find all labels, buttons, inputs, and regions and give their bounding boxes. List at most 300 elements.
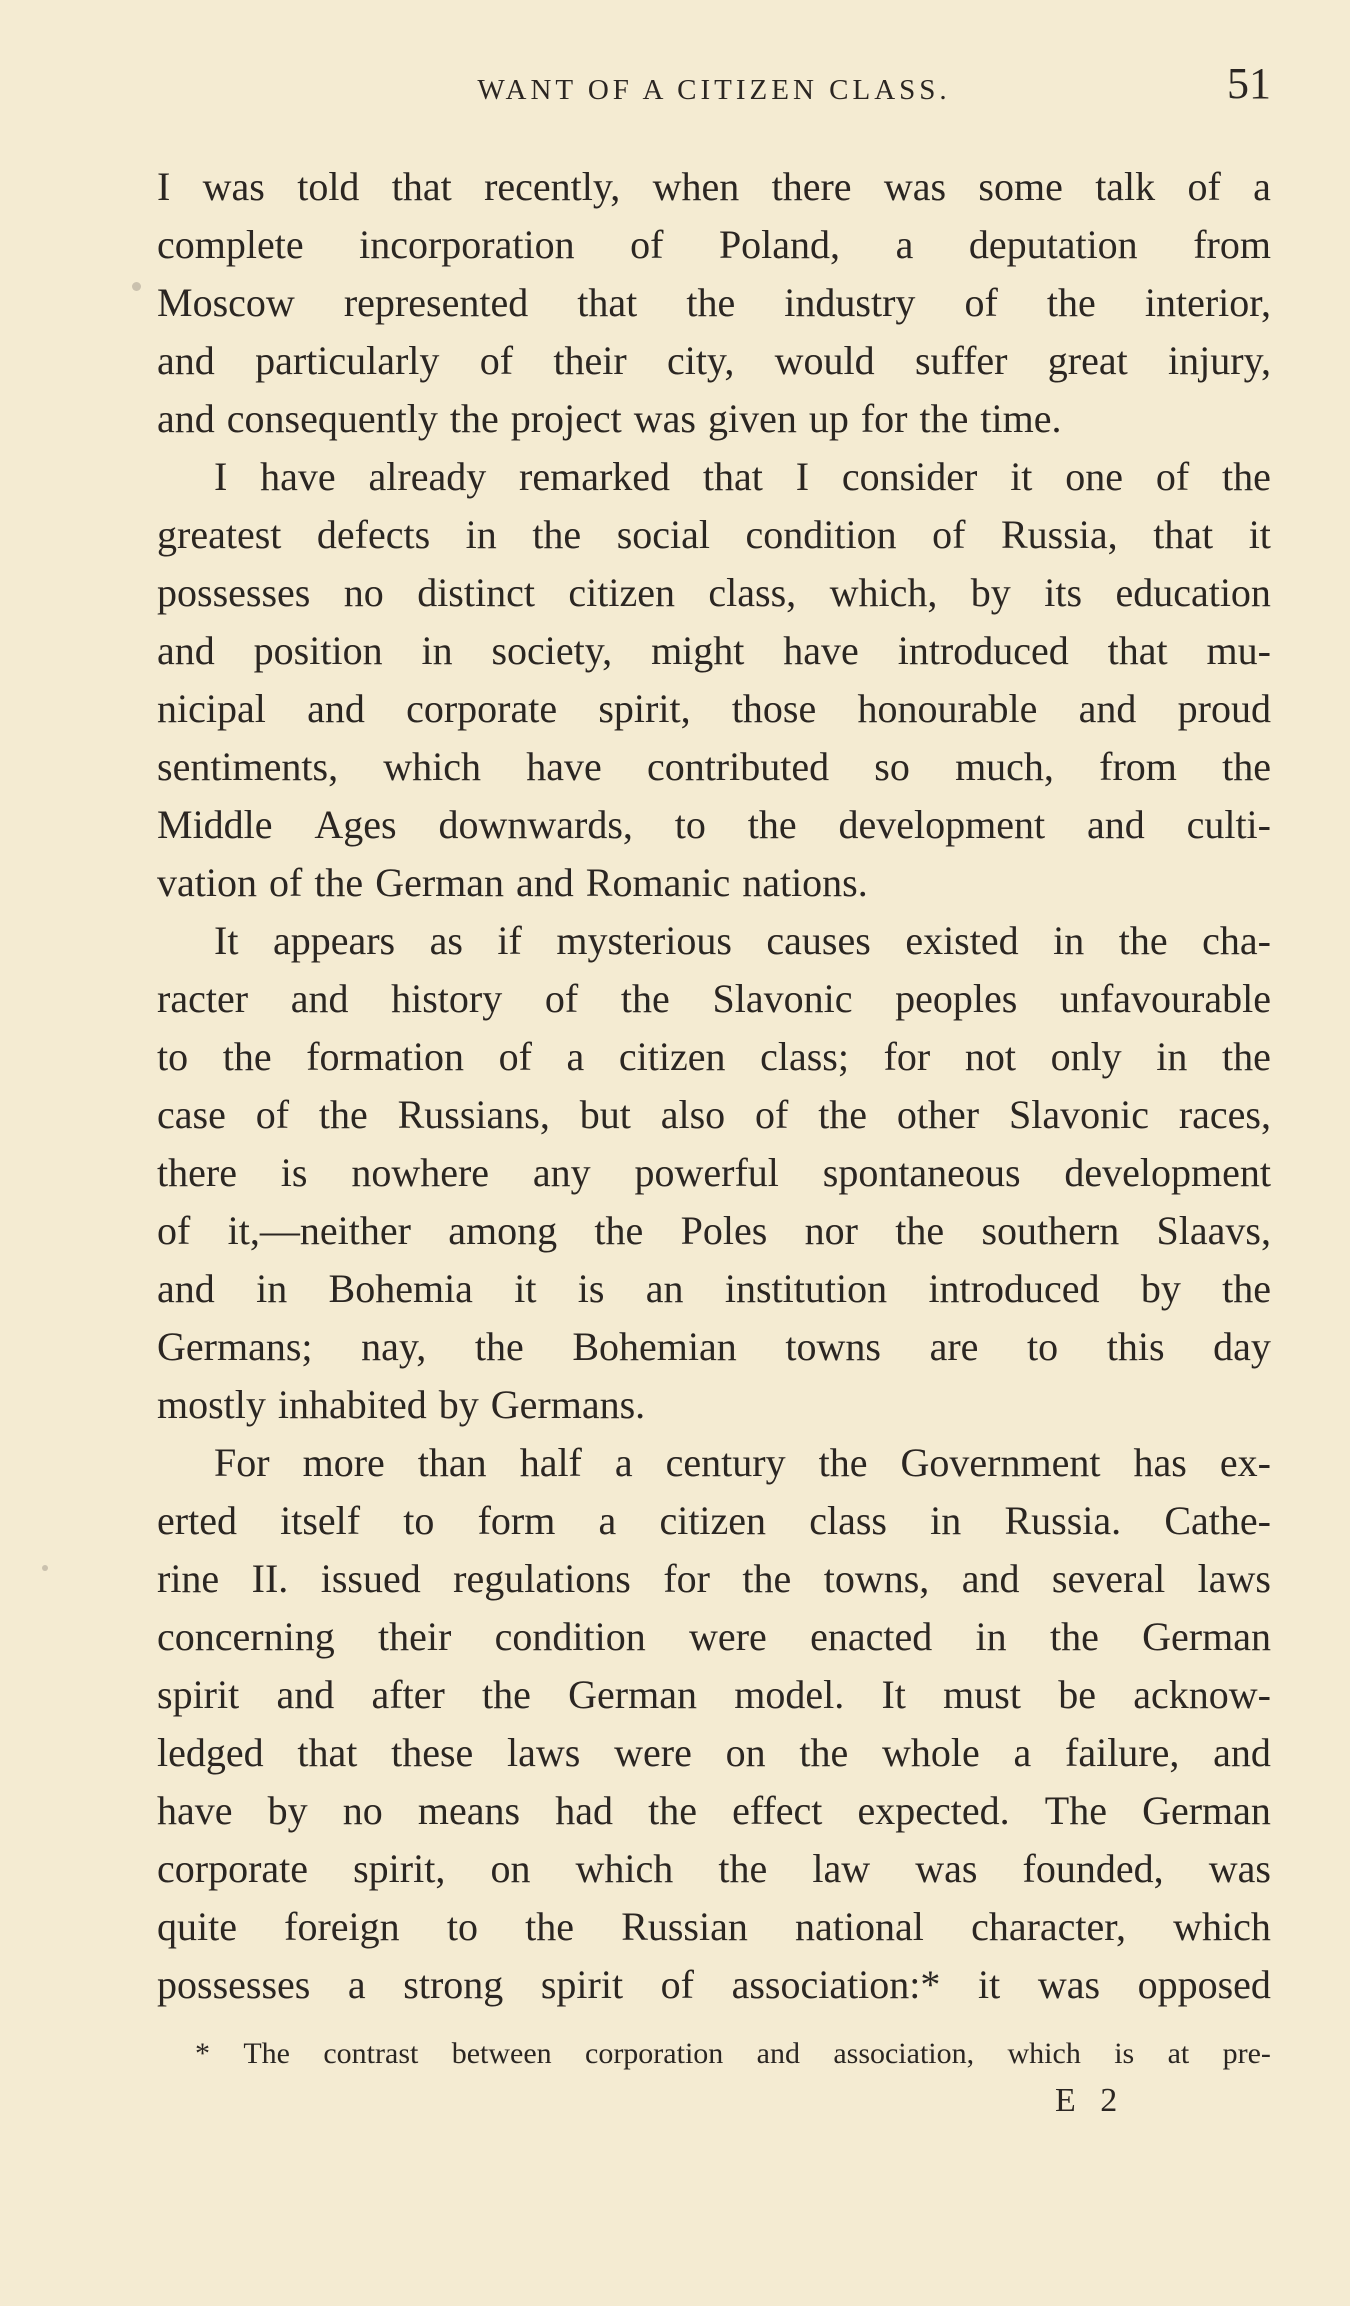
word: introduced — [928, 1266, 1100, 1311]
word: of — [660, 1962, 694, 2007]
word: to — [1027, 1324, 1059, 1369]
word: no — [342, 1788, 383, 1833]
word: nicipal — [157, 686, 266, 731]
word: was — [633, 396, 696, 441]
text-line — [157, 1492, 1271, 1550]
word: from — [1193, 222, 1271, 267]
word: Russians, — [397, 1092, 550, 1137]
word: the — [1222, 1034, 1271, 1079]
word: the — [747, 802, 797, 847]
word: were — [689, 1614, 767, 1659]
word: nor — [804, 1208, 858, 1253]
word: the — [1049, 1614, 1099, 1659]
text-line — [157, 1666, 1271, 1724]
word: this — [1106, 1324, 1165, 1369]
text-line — [157, 158, 1271, 216]
word: than — [417, 1440, 487, 1485]
word: means — [417, 1788, 521, 1833]
word: those — [731, 686, 817, 731]
word: Ages — [314, 802, 397, 847]
word: is — [280, 1150, 308, 1195]
footnote — [195, 2037, 1271, 2071]
word: one — [1065, 454, 1124, 499]
word: citizen — [568, 570, 675, 615]
word: association:* — [731, 1962, 941, 2007]
word: which — [383, 744, 482, 789]
word: opposed — [1137, 1962, 1271, 2007]
word: century — [665, 1440, 786, 1485]
word: Poles — [680, 1208, 768, 1253]
word: sentiments, — [157, 744, 339, 789]
word: half — [519, 1440, 582, 1485]
word: strong — [403, 1962, 504, 2007]
word: if — [497, 918, 522, 963]
word: development — [838, 802, 1046, 847]
word: suffer — [914, 338, 1008, 383]
word: law — [812, 1846, 871, 1891]
word: effect — [732, 1788, 823, 1833]
word: deputation — [968, 222, 1138, 267]
text-line — [157, 1144, 1271, 1202]
word: their — [378, 1614, 452, 1659]
word: when — [652, 164, 740, 209]
word: to — [157, 1034, 189, 1079]
word: cha- — [1202, 918, 1271, 963]
word: the — [318, 1092, 368, 1137]
word: Germans; — [157, 1324, 313, 1369]
word: issued — [320, 1556, 421, 1601]
text-line — [157, 854, 1271, 912]
text-line — [157, 970, 1271, 1028]
word: mostly — [157, 1382, 266, 1427]
word: more — [302, 1440, 385, 1485]
word: a — [1253, 164, 1271, 209]
word: in — [1053, 918, 1085, 963]
word: have — [157, 1788, 233, 1833]
footnote-word: contrast — [323, 2037, 419, 2070]
text-line — [157, 332, 1271, 390]
word: interior, — [1144, 280, 1271, 325]
word: unfavourable — [1059, 976, 1271, 1021]
word: the — [620, 976, 670, 1021]
word: and — [157, 396, 215, 441]
word: erted — [157, 1498, 237, 1543]
word: and — [157, 1266, 215, 1311]
word: downwards, — [438, 802, 633, 847]
word: by — [267, 1788, 308, 1833]
word: foreign — [284, 1904, 400, 1949]
word: their — [553, 338, 627, 383]
word: condition — [494, 1614, 646, 1659]
word: would — [774, 338, 875, 383]
word: by — [1140, 1266, 1181, 1311]
text-line — [157, 622, 1271, 680]
word: proud — [1177, 686, 1271, 731]
word: national — [795, 1904, 924, 1949]
word: institution — [724, 1266, 888, 1311]
word: from — [1099, 744, 1177, 789]
word: concerning — [157, 1614, 335, 1659]
word: mysterious — [556, 918, 732, 963]
word: a — [347, 1962, 366, 2007]
word: peoples — [895, 976, 1018, 1021]
word: culti- — [1186, 802, 1271, 847]
word: German — [375, 860, 505, 905]
text-line — [157, 564, 1271, 622]
text-line — [157, 1550, 1271, 1608]
word: the — [314, 860, 364, 905]
word: an — [645, 1266, 684, 1311]
word: I — [214, 454, 228, 499]
word: German — [1142, 1614, 1271, 1659]
word: regulations — [453, 1556, 631, 1601]
word: only — [1050, 1034, 1122, 1079]
word: recently, — [484, 164, 621, 209]
word: given — [707, 396, 797, 441]
word: and — [307, 686, 365, 731]
word: case — [157, 1092, 226, 1137]
text-line — [157, 1840, 1271, 1898]
word: honourable — [857, 686, 1038, 731]
word: contributed — [646, 744, 830, 789]
word: city, — [666, 338, 735, 383]
word: the — [1046, 280, 1096, 325]
word: appears — [272, 918, 396, 963]
word: of — [544, 976, 579, 1021]
word: model. — [734, 1672, 845, 1717]
word: the — [919, 396, 969, 441]
text-line — [157, 448, 1271, 506]
word: had — [555, 1788, 613, 1833]
word: of — [1155, 454, 1190, 499]
word: Middle — [157, 802, 273, 847]
word: was — [883, 164, 947, 209]
word: so — [874, 744, 910, 789]
word: already — [368, 454, 487, 499]
word: I — [157, 164, 171, 209]
text-line — [157, 1956, 1271, 2014]
word: was — [202, 164, 265, 209]
word: distinct — [417, 570, 535, 615]
word: that — [1107, 628, 1168, 673]
word: of — [755, 1092, 789, 1137]
word: to — [446, 1904, 478, 1949]
paper-speck — [42, 1565, 48, 1571]
word: project — [510, 396, 622, 441]
word: not — [964, 1034, 1016, 1079]
word: history — [391, 976, 503, 1021]
word: the — [718, 1846, 768, 1891]
word: of — [964, 280, 998, 325]
word: and — [516, 860, 574, 905]
word: in — [1156, 1034, 1188, 1079]
word: that — [1153, 512, 1214, 557]
word: towns — [785, 1324, 881, 1369]
text-line — [157, 216, 1271, 274]
word: which — [1173, 1904, 1271, 1949]
word: education — [1115, 570, 1271, 615]
word: consider — [841, 454, 978, 499]
word: a — [566, 1034, 585, 1079]
footnote-word: at — [1167, 2037, 1190, 2070]
word: quite — [157, 1904, 237, 1949]
paper-speck — [132, 282, 141, 291]
word: on — [490, 1846, 531, 1891]
text-line — [157, 1898, 1271, 1956]
word: condition — [745, 512, 897, 557]
word: ledged — [157, 1730, 264, 1775]
word: a — [895, 222, 914, 267]
word: class; — [760, 1034, 849, 1079]
word: laws — [1197, 1556, 1271, 1601]
word: and — [1086, 802, 1145, 847]
text-line — [157, 1782, 1271, 1840]
word: laws — [507, 1730, 581, 1775]
word: Germans. — [490, 1382, 646, 1427]
footnote-word: is — [1114, 2037, 1135, 2070]
word: consequently — [226, 396, 438, 441]
word: the — [222, 1034, 272, 1079]
word: particularly — [255, 338, 440, 383]
word: the — [818, 1440, 868, 1485]
word: in — [975, 1614, 1007, 1659]
word: are — [929, 1324, 979, 1369]
word: told — [297, 164, 360, 209]
word: Bohemia — [328, 1266, 473, 1311]
word: the — [799, 1730, 849, 1775]
word: after — [371, 1672, 445, 1717]
text-line — [157, 738, 1271, 796]
word: talk — [1095, 164, 1156, 209]
word: vation — [157, 860, 257, 905]
footnote-word: between — [451, 2037, 552, 2070]
word: Russia. — [1004, 1498, 1122, 1543]
word: industry — [784, 280, 916, 325]
word: a — [598, 1498, 617, 1543]
word: Russian — [621, 1904, 748, 1949]
word: its — [1044, 570, 1083, 615]
word: the — [449, 396, 499, 441]
word: the — [525, 1904, 575, 1949]
signature-mark: E 2 — [1055, 2082, 1126, 2119]
footnote-word: and — [756, 2037, 800, 2070]
word: the — [1118, 918, 1168, 963]
word: greatest — [157, 512, 282, 557]
word: in — [465, 512, 497, 557]
word: any — [532, 1150, 591, 1195]
word: possesses — [157, 1962, 311, 2007]
word: represented — [343, 280, 529, 325]
word: which, — [829, 570, 938, 615]
word: and — [157, 338, 215, 383]
word: that — [297, 1730, 358, 1775]
word: day — [1213, 1324, 1271, 1369]
word: southern — [981, 1208, 1120, 1253]
running-title: WANT OF A CITIZEN CLASS. — [477, 74, 951, 106]
word: Russia, — [1000, 512, 1118, 557]
word: have — [260, 454, 336, 499]
word: for — [883, 1034, 931, 1079]
word: corporate — [406, 686, 558, 731]
word: the — [742, 1556, 792, 1601]
word: of — [498, 1034, 532, 1079]
word: character, — [971, 1904, 1126, 1949]
word: causes — [766, 918, 871, 963]
text-line — [157, 680, 1271, 738]
word: and — [1078, 686, 1137, 731]
word: on — [725, 1730, 766, 1775]
word: introduced — [897, 628, 1069, 673]
page-number: 51 — [1227, 59, 1271, 108]
word: and — [157, 628, 215, 673]
word: it — [1248, 512, 1271, 557]
word: towns, — [823, 1556, 930, 1601]
word: of — [255, 1092, 290, 1137]
word: injury, — [1168, 338, 1271, 383]
text-line — [157, 390, 1271, 448]
footnote-word: corporation — [585, 2037, 724, 2070]
word: nowhere — [351, 1150, 490, 1195]
word: in — [930, 1498, 962, 1543]
word: the — [474, 1324, 524, 1369]
word: of — [1187, 164, 1221, 209]
word: the — [686, 280, 736, 325]
word: spirit — [157, 1672, 240, 1717]
word: the — [594, 1208, 644, 1253]
word: be — [1058, 1672, 1096, 1717]
text-line — [157, 1202, 1271, 1260]
word: a — [1013, 1730, 1032, 1775]
word: society, — [491, 628, 613, 673]
word: possesses — [157, 570, 311, 615]
word: For — [214, 1440, 270, 1485]
word: might — [651, 628, 745, 673]
word: the — [532, 512, 582, 557]
word: the — [648, 1788, 697, 1833]
footnote-word: pre- — [1222, 2037, 1271, 2070]
body-text — [157, 158, 1271, 2014]
word: great — [1047, 338, 1128, 383]
text-line — [157, 1260, 1271, 1318]
word: the — [1222, 1266, 1271, 1311]
word: and — [290, 976, 349, 1021]
word: must — [943, 1672, 1021, 1717]
word: Cathe- — [1164, 1498, 1271, 1543]
word: spirit — [540, 1962, 624, 2007]
word: German — [568, 1672, 697, 1717]
word: I — [795, 454, 810, 499]
word: is — [577, 1266, 605, 1311]
text-line — [157, 274, 1271, 332]
text-line — [157, 1608, 1271, 1666]
word: a — [614, 1440, 633, 1485]
word: spontaneous — [822, 1150, 1021, 1195]
text-line — [157, 796, 1271, 854]
word: have — [526, 744, 602, 789]
word: formation — [306, 1034, 464, 1079]
word: and — [1213, 1730, 1271, 1775]
word: rine — [157, 1556, 220, 1601]
word: but — [579, 1092, 631, 1137]
word: as — [429, 918, 463, 963]
word: that — [577, 280, 638, 325]
word: that — [391, 164, 452, 209]
word: remarked — [519, 454, 671, 499]
footnote-word: association, — [833, 2037, 975, 2070]
word: form — [477, 1498, 556, 1543]
word: other — [896, 1092, 980, 1137]
word: nations. — [742, 860, 868, 905]
word: time. — [980, 396, 1062, 441]
word: It — [214, 918, 239, 963]
word: the — [818, 1092, 868, 1137]
word: class — [809, 1498, 887, 1543]
word: and — [961, 1556, 1020, 1601]
word: there — [771, 164, 852, 209]
text-line — [157, 506, 1271, 564]
word: failure, — [1065, 1730, 1180, 1775]
text-line — [157, 912, 1271, 970]
word: Slavonic — [1008, 1092, 1149, 1137]
word: also — [660, 1092, 726, 1137]
word: corporate — [157, 1846, 309, 1891]
word: to — [674, 802, 706, 847]
word: of — [932, 512, 966, 557]
text-line — [157, 1318, 1271, 1376]
word: in — [256, 1266, 288, 1311]
text-line — [157, 1724, 1271, 1782]
word: much, — [955, 744, 1054, 789]
word: inhabited — [277, 1382, 427, 1427]
word: was — [915, 1846, 978, 1891]
word: II. — [251, 1556, 289, 1601]
word: complete — [157, 222, 304, 267]
word: of — [630, 222, 664, 267]
text-line — [157, 1028, 1271, 1086]
word: racter — [157, 976, 249, 1021]
word: Poland, — [718, 222, 841, 267]
word: Romanic — [585, 860, 731, 905]
word: development — [1064, 1150, 1271, 1195]
word: it — [978, 1962, 1001, 2007]
word: nay, — [361, 1324, 427, 1369]
word: it — [514, 1266, 537, 1311]
word: citizen — [659, 1498, 767, 1543]
word: existed — [905, 918, 1019, 963]
word: for — [663, 1556, 710, 1601]
word: the — [895, 1208, 945, 1253]
word: mu- — [1206, 628, 1271, 673]
word: and — [276, 1672, 335, 1717]
footnote-word: which — [1007, 2037, 1081, 2070]
word: powerful — [634, 1150, 779, 1195]
word: social — [616, 512, 711, 557]
word: some — [978, 164, 1063, 209]
text-line — [157, 1434, 1271, 1492]
word: of — [479, 338, 514, 383]
word: citizen — [618, 1034, 726, 1079]
footnote-word: * — [195, 2037, 210, 2070]
word: these — [391, 1730, 474, 1775]
word: acknow- — [1133, 1672, 1271, 1717]
word: by — [438, 1382, 479, 1427]
word: spirit, — [353, 1846, 446, 1891]
word: of — [157, 1208, 191, 1253]
word: position — [253, 628, 383, 673]
word: has — [1133, 1440, 1187, 1485]
word: ex- — [1219, 1440, 1271, 1485]
footnote-word: The — [243, 2037, 290, 2070]
